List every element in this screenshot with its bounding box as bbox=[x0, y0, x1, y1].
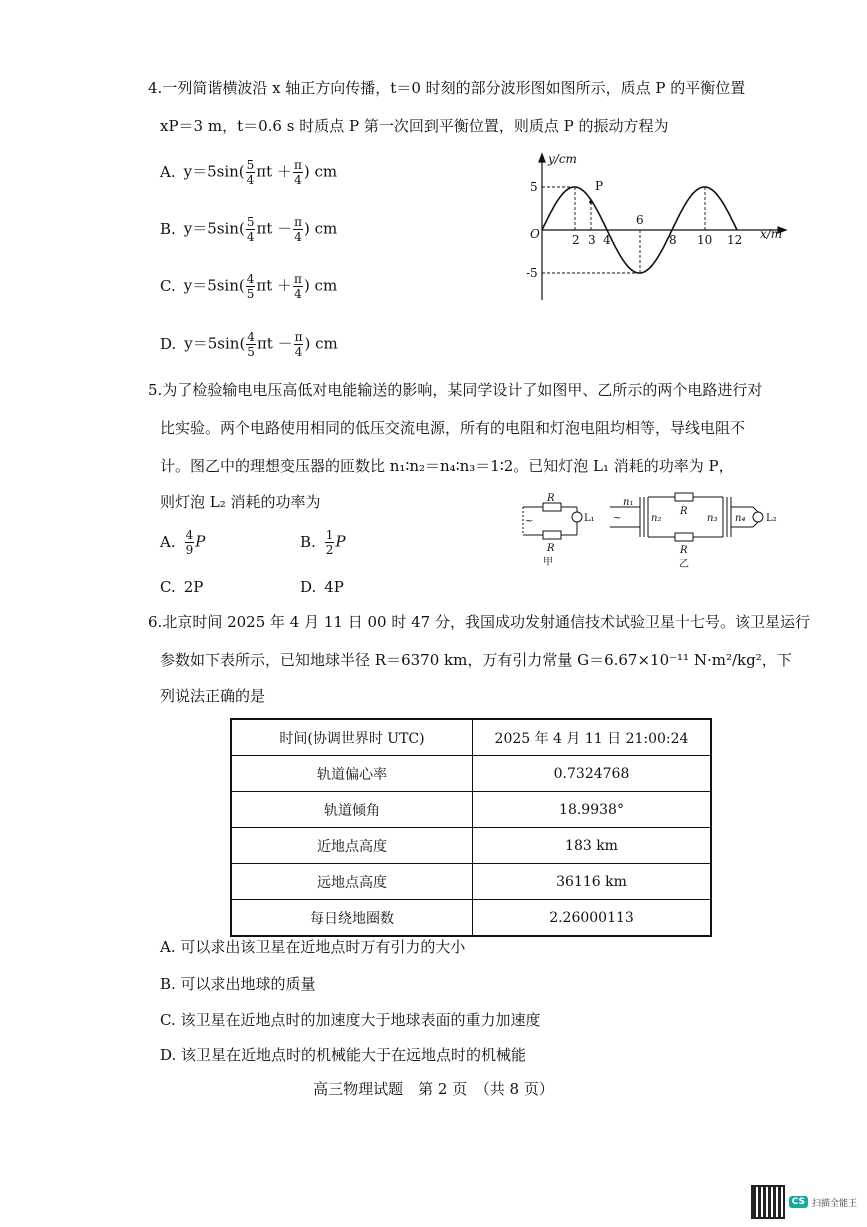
param-value: 36116 km bbox=[473, 864, 712, 900]
q6-line2: 参数如下表所示，已知地球半径 R＝6370 km，万有引力常量 G＝6.67×10⁻¹¹ N·m²/kg²，下 bbox=[160, 651, 792, 669]
param-name: 轨道偏心率 bbox=[231, 756, 473, 792]
wave-graph bbox=[520, 150, 790, 305]
yi-r-top: R bbox=[680, 506, 688, 517]
q6-option-D[interactable]: D. 该卫星在近地点时的机械能大于在远地点时的机械能 bbox=[160, 1046, 527, 1064]
yi-resistor-bottom bbox=[675, 533, 693, 541]
y-axis-label: y/cm bbox=[548, 152, 577, 166]
yi-n3: n₃ bbox=[707, 513, 718, 524]
q4-line2: xP＝3 m，t＝0.6 s 时质点 P 第一次回到平衡位置，则质点 P 的振动方程为 bbox=[160, 117, 669, 135]
jia-r-top: R bbox=[547, 493, 555, 504]
yi-n1: n₁ bbox=[623, 497, 634, 508]
jia-r-bottom: R bbox=[547, 543, 555, 554]
table-row bbox=[231, 864, 711, 900]
q6-number: 6. bbox=[148, 613, 163, 631]
qr-code bbox=[751, 1185, 785, 1219]
jia-resistor-top bbox=[543, 503, 561, 511]
q4-number: 4. bbox=[148, 79, 163, 97]
yi-l2: L₂ bbox=[766, 513, 777, 524]
fraction: $\frac{5}{4}$ bbox=[246, 215, 255, 244]
scan-stamp bbox=[751, 1185, 857, 1219]
param-name: 时间(协调世界时 UTC) bbox=[231, 719, 473, 756]
q6-option-A[interactable]: A. 可以求出该卫星在近地点时万有引力的大小 bbox=[160, 938, 466, 956]
x-tick-10: 10 bbox=[697, 233, 713, 247]
table-row bbox=[231, 828, 711, 864]
jia-ac: ~ bbox=[525, 516, 534, 527]
x-tick-12: 12 bbox=[727, 233, 743, 247]
q5-line3: 计。图乙中的理想变压器的匝数比 n₁∶n₂＝n₄∶n₃＝1∶2。已知灯泡 L₁ 消耗的功率为 P， bbox=[160, 457, 734, 475]
fraction: $\frac{\pi}{4}$ bbox=[294, 215, 303, 244]
yi-n2: n₂ bbox=[651, 513, 662, 524]
q5-line4: 则灯泡 L₂ 消耗的功率为 bbox=[160, 493, 321, 511]
fraction: $\frac{\pi}{4}$ bbox=[294, 330, 303, 359]
q4-option-B[interactable]: B. y＝5sin( $\frac{5}{4}$ πt － $\frac{\pi}{4}$ ) cm bbox=[160, 215, 338, 244]
param-value: 2025 年 4 月 11 日 21:00:24 bbox=[473, 719, 712, 756]
table-row bbox=[231, 756, 711, 792]
q6-option-B[interactable]: B. 可以求出地球的质量 bbox=[160, 975, 316, 993]
x-tick-3: 3 bbox=[588, 233, 596, 247]
stamp-text: 扫描全能王 bbox=[811, 1198, 857, 1209]
table-row bbox=[231, 719, 711, 756]
x-tick-6: 6 bbox=[636, 213, 644, 227]
x-axis-label: x/m bbox=[760, 227, 783, 241]
fraction: $\frac{4}{5}$ bbox=[246, 272, 255, 301]
jia-resistor-bottom bbox=[543, 531, 561, 539]
q6-line3: 列说法正确的是 bbox=[160, 687, 266, 705]
jia-l1: L₁ bbox=[584, 513, 595, 524]
q4-option-C[interactable]: C. y＝5sin( $\frac{4}{5}$ πt ＋ $\frac{\pi}{4}$ ) cm bbox=[160, 272, 338, 301]
p-label: P bbox=[595, 179, 604, 193]
param-name: 轨道倾角 bbox=[231, 792, 473, 828]
yi-n4: n₄ bbox=[735, 513, 746, 524]
page-footer: 高三物理试题 第 2 页 （共 8 页） bbox=[313, 1080, 554, 1098]
q5-line1: 5.为了检验输电电压高低对电能输送的影响，某同学设计了如图甲、乙所示的两个电路进行对 bbox=[148, 381, 763, 399]
jia-label: 甲 bbox=[543, 557, 553, 568]
q4-option-D[interactable]: D. y＝5sin( $\frac{4}{5}$ πt － $\frac{\pi}{4}$ ) cm bbox=[160, 330, 338, 359]
x-tick-4: 4 bbox=[603, 233, 611, 247]
q6-option-C[interactable]: C. 该卫星在近地点时的加速度大于地球表面的重力加速度 bbox=[160, 1011, 541, 1029]
param-name: 远地点高度 bbox=[231, 864, 473, 900]
bulb-l1 bbox=[572, 512, 582, 522]
q5-option-B[interactable]: B. $\frac{1}{2}$ P bbox=[300, 528, 346, 557]
yi-resistor-top bbox=[675, 493, 693, 501]
x-tick-2: 2 bbox=[572, 233, 580, 247]
q6-line1: 6.北京时间 2025 年 4 月 11 日 00 时 47 分，我国成功发射通信技术试验卫星十七号。该卫星运行 bbox=[148, 613, 810, 631]
fraction: $\frac{1}{2}$ bbox=[325, 528, 334, 557]
point-p bbox=[589, 200, 593, 204]
param-value: 183 km bbox=[473, 828, 712, 864]
q4-option-A[interactable]: A. y＝5sin( $\frac{5}{4}$ πt ＋ $\frac{\pi}{4}$ ) cm bbox=[160, 158, 338, 187]
fraction: $\frac{5}{4}$ bbox=[246, 158, 255, 187]
table-row bbox=[231, 792, 711, 828]
q5-option-A[interactable]: A. $\frac{4}{9}$ P bbox=[160, 528, 206, 557]
cs-badge: CS bbox=[789, 1196, 808, 1208]
q5-line2: 比实验。两个电路使用相同的低压交流电源，所有的电阻和灯泡电阻均相等，导线电阻不 bbox=[160, 419, 746, 437]
param-value: 2.26000113 bbox=[473, 900, 712, 937]
fraction: $\frac{4}{5}$ bbox=[247, 330, 255, 359]
q4-line1: 4.一列简谐横波沿 x 轴正方向传播，t＝0 时刻的部分波形图如图所示，质点 P 的平衡位置 bbox=[148, 79, 746, 97]
fraction: $\frac{\pi}{4}$ bbox=[293, 158, 302, 187]
origin-label: O bbox=[530, 227, 540, 241]
fraction: $\frac{4}{9}$ bbox=[185, 528, 194, 557]
yi-label: 乙 bbox=[679, 559, 689, 570]
q5-option-C[interactable]: C. 2P bbox=[160, 578, 204, 596]
q5-option-D[interactable]: D. 4P bbox=[300, 578, 344, 596]
param-value: 18.9938° bbox=[473, 792, 712, 828]
y-tick-5: 5 bbox=[530, 180, 538, 194]
param-value: 0.7324768 bbox=[473, 756, 712, 792]
table-row bbox=[231, 900, 711, 937]
y-tick-neg5: -5 bbox=[526, 266, 538, 280]
y-axis-arrow bbox=[539, 154, 545, 162]
yi-r-bottom: R bbox=[680, 545, 688, 556]
param-name: 每日绕地圈数 bbox=[231, 900, 473, 937]
fraction: $\frac{\pi}{4}$ bbox=[294, 272, 302, 301]
yi-ac: ~ bbox=[613, 513, 622, 524]
satellite-table bbox=[230, 718, 712, 937]
bulb-l2 bbox=[753, 512, 763, 522]
x-tick-8: 8 bbox=[669, 233, 677, 247]
q5-number: 5. bbox=[148, 381, 163, 399]
param-name: 近地点高度 bbox=[231, 828, 473, 864]
circuit-diagrams bbox=[505, 485, 795, 570]
